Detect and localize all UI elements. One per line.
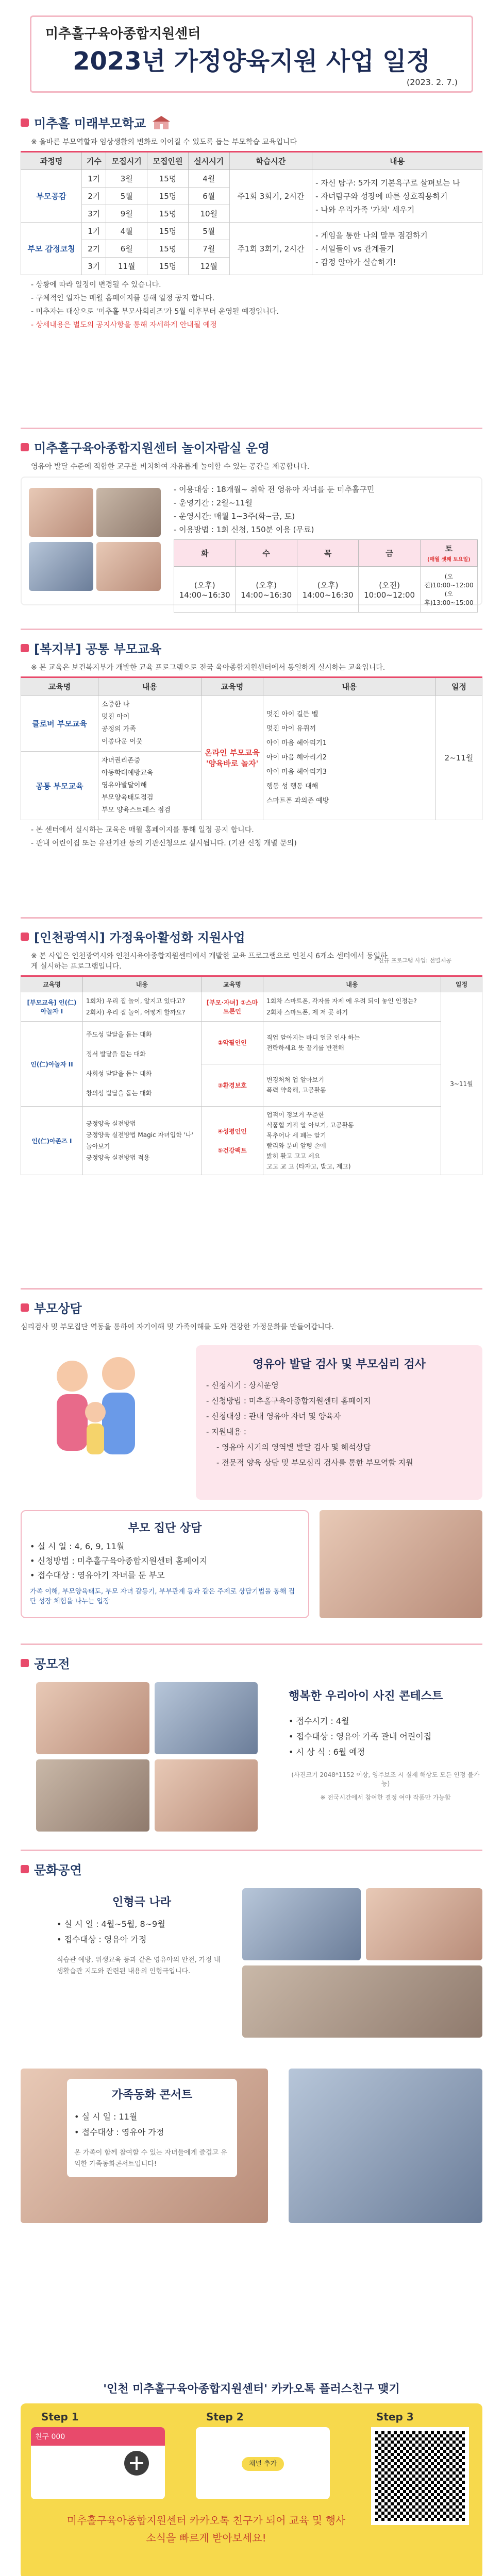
incheon-table — [21, 975, 482, 1175]
col-header: 내용 — [83, 976, 202, 992]
playroom-photo — [96, 542, 161, 591]
section-note: ※ 본 사업은 인천광역시와 인천시육아종합지원센터에서 개발한 교육 프로그램으로 인천시 6개소 센터에서 동일하게 실시하는 프로그램입니다. — [31, 952, 388, 971]
content-line: 아이 마음 헤아리기3 — [266, 768, 327, 776]
day-header: 목 — [297, 540, 358, 567]
course-name: 클로버 부모교육 — [21, 696, 98, 752]
section-title: [인천광역시] 가정육아활성화 지원사업 — [21, 927, 482, 945]
list-item: - 신청대상 : 관내 영유아 자녀 및 양육자 — [206, 1412, 341, 1421]
page-title: 2023년 가정양육지원 사업 일정 — [73, 47, 430, 76]
day-header: 수 — [236, 540, 297, 567]
time-cell: (오후) 14:00~16:30 — [174, 567, 236, 613]
detail-line: - 운영시간: 매월 1~3주(화~금, 토) — [174, 512, 295, 521]
table-cell: 15명 — [147, 170, 189, 188]
footnote: - 관내 어린이집 또는 유관기관 등의 기관신청으로 실시됩니다. (기관 신청 개별 문의) — [31, 839, 297, 848]
table-cell: 15명 — [147, 258, 189, 275]
card-list — [74, 2109, 230, 2140]
col-header: 내용 — [312, 152, 482, 170]
divider — [21, 428, 482, 429]
table-cell: 3기 — [82, 258, 106, 275]
card-title: 행복한 우리아이 사진 콘테스트 — [289, 1690, 443, 1703]
course-name: [부모교육] 인(仁)아놀자 I — [21, 992, 83, 1022]
table-cell: 3기 — [82, 205, 106, 223]
section-counseling — [0, 1298, 503, 1623]
content-line: 공정의 가족 — [102, 725, 136, 733]
course-name: 부모 감정코칭 — [21, 223, 82, 275]
list-item: • 접수시기 : 4월 — [289, 1716, 349, 1726]
content-line: 스마트폰 과의존 예방 — [266, 796, 329, 805]
time-cell: (오전) 10:00~12:00 — [359, 567, 420, 613]
col-header: 학습시간 — [229, 152, 312, 170]
table-cell: 6월 — [188, 188, 229, 205]
content-line: 빨리와 분비 알펭 손에 — [266, 1142, 326, 1149]
table-cell: 4월 — [106, 223, 147, 240]
col-header: 교육명 — [202, 976, 263, 992]
content-cell — [83, 992, 202, 1022]
list-item: • 시 상 식 : 6월 예정 — [289, 1747, 365, 1757]
table-cell: 2기 — [82, 240, 106, 258]
table-cell: 7월 — [188, 240, 229, 258]
section-title: 미추홀 미래부모학교 — [21, 113, 482, 131]
playroom-schedule-table — [174, 539, 478, 613]
table-cell: 12월 — [188, 258, 229, 275]
content-line: 고고 교 고 (타자고, 발고, 제고) — [266, 1163, 351, 1170]
col-header: 내용 — [263, 976, 441, 992]
time-cell: (오후) 14:00~16:30 — [297, 567, 358, 613]
col-header: 일정 — [436, 677, 482, 696]
list-item: • 실 시 일 : 4, 6, 9, 11월 — [30, 1541, 125, 1551]
assessment-card — [196, 1345, 482, 1500]
table-cell: 5월 — [106, 188, 147, 205]
divider — [21, 917, 482, 919]
content-line: - 게임을 통한 나의 말투 점검하기 — [315, 230, 428, 240]
common-ed-table — [21, 676, 482, 820]
course-name: [부모·자녀] ①스마트톤인 — [202, 992, 263, 1022]
day-header: 화 — [174, 540, 236, 567]
content-cell — [83, 1022, 202, 1107]
detail-line: - 운영기간 : 2월~11월 — [174, 498, 253, 507]
content-line: 멋진 아이 길든 벨 — [266, 710, 318, 718]
content-line: - 나와 우리가족 '가치' 세우기 — [315, 205, 415, 214]
concert-photo — [289, 2069, 482, 2223]
bullet-icon — [21, 443, 29, 451]
divider — [21, 1643, 482, 1645]
content-line: 식품협 기적 알 아보기, 고공활동 — [266, 1122, 354, 1129]
course-name: 인(仁)아존즈 I — [21, 1107, 83, 1175]
contest-photo — [155, 1759, 258, 1832]
content-line: 멋진 아이 — [102, 713, 130, 721]
content-line: 행동 성 행동 대해 — [266, 782, 318, 790]
section-contest — [0, 1654, 503, 1842]
card-list — [30, 1539, 300, 1583]
content-line: 정서 발달을 돕는 대화 — [86, 1050, 146, 1058]
content-line: 주도성 발달을 돕는 대화 — [86, 1031, 152, 1038]
content-line: 멋진 아이 유퀴끼 — [266, 724, 316, 733]
table-row — [21, 223, 482, 240]
table-cell: 15명 — [147, 240, 189, 258]
content-line: 1회차) 우리 집 놀이, 알지고 있다고? — [86, 997, 186, 1005]
section-title: 문화공연 — [21, 1860, 482, 1878]
list-item: • 접수대상 : 영유아 가정 — [57, 1935, 147, 1944]
course-name: 부모공감 — [21, 170, 82, 223]
section-title: 미추홀구육아종합지원센터 놀이자람실 운영 — [21, 438, 482, 456]
time-cell: (오후) 14:00~16:30 — [236, 567, 297, 613]
contest-photo — [36, 1759, 149, 1832]
list-item: • 실 시 일 : 4월~5월, 8~9월 — [57, 1919, 165, 1929]
table-cell: 3월 — [106, 170, 147, 188]
content-line: 2회차) 우리 집 놀이, 어떻게 할까요? — [86, 1009, 186, 1016]
table-cell: 5월 — [188, 223, 229, 240]
content-cell — [83, 1107, 202, 1175]
divider — [21, 629, 482, 630]
header — [9, 0, 494, 108]
content-line: 긍정양육 실전방법 적용 — [86, 1154, 150, 1161]
footnote: - 상황에 따라 일정이 변경될 수 있습니다. — [31, 281, 161, 289]
content-line: 소중한 나 — [102, 701, 130, 708]
col-header: 모집인원 — [147, 152, 189, 170]
content-line: 부모 양육스트레스 점검 — [102, 806, 171, 814]
content-cell — [263, 1064, 441, 1107]
content-line: 긍정양육 실전방법 — [86, 1120, 136, 1127]
contest-info — [289, 1687, 482, 1802]
date-label: (2023. 2. 7.) — [407, 77, 458, 87]
col-header: 내용 — [98, 677, 202, 696]
contest-photo — [36, 1682, 149, 1754]
footnote: - 본 센터에서 실시하는 교육은 매월 홈페이지를 통해 일정 공지 합니다. — [31, 826, 254, 834]
content-line: 아동학대예방교육 — [102, 769, 154, 777]
content-cell — [98, 752, 202, 820]
bullet-icon — [21, 644, 29, 652]
bullet-icon — [21, 1303, 29, 1312]
card-title: 부모 집단 상담 — [128, 1522, 202, 1535]
counseling-content — [0, 1335, 503, 1623]
card-title: 가족동화 콘서트 — [111, 2089, 193, 2102]
list-item: • 접수대상 : 영유아기 자녀를 둔 부모 — [30, 1570, 165, 1580]
performance-content — [0, 1883, 503, 2233]
step-label: Step 3 — [376, 2411, 414, 2423]
section-kakao — [0, 2380, 503, 2576]
table-cell: 4월 — [188, 170, 229, 188]
puppet-info — [57, 1893, 227, 1977]
section-intro: 영유아 발달 수준에 적합한 교구를 비치하여 자유롭게 놀이할 수 있는 공간을 제공합니다. — [31, 463, 310, 471]
section-note-right: * 신규 프로그램 사업: 선별제공 — [374, 957, 451, 964]
card-note: 온 가족이 함께 참여할 수 있는 자녀들에게 즐겁고 유익한 가족동화콘서트입니다! — [74, 2149, 227, 2168]
section-incheon-support — [0, 927, 503, 1179]
content-line: - 서일들이 vs 관계들기 — [315, 244, 394, 253]
course-name: ③환경보호 — [202, 1064, 263, 1107]
card-list — [57, 1917, 227, 1947]
content-line: 밝히 활고 고고 세요 — [266, 1153, 321, 1160]
friend-label: 친구 000 — [31, 2427, 165, 2446]
content-line: 자녀권리존중 — [102, 757, 141, 765]
kakao-message: 미추홀구육아종합지원센터 카카오톡 친구가 되어 교육 및 행사 소식을 빠르게 받아보세요! — [66, 2514, 346, 2544]
list-item: - 신청방법 : 미추홀구육아종합지원센터 홈페이지 — [206, 1396, 371, 1405]
org-name: 미추홀구육아종합지원센터 — [45, 26, 201, 42]
course-name: 인(仁)아놀자 II — [21, 1022, 83, 1107]
divider — [21, 1288, 482, 1290]
bullet-icon — [21, 933, 29, 941]
course-name: 공통 부모교육 — [21, 752, 98, 820]
col-header: 교육명 — [21, 677, 98, 696]
table-cell: 15명 — [147, 188, 189, 205]
section-title: [복지부] 공통 부모교육 — [21, 639, 482, 657]
schedule-cell: 3~11월 — [441, 992, 482, 1175]
section-title: 부모상담 — [21, 1298, 482, 1316]
content-line: 창의성 발달을 돕는 대화 — [86, 1090, 152, 1097]
playroom-box — [21, 477, 482, 605]
playroom-details — [174, 483, 374, 536]
day-header: 금 — [359, 540, 420, 567]
content-line: 사회성 발달을 돕는 대화 — [86, 1070, 152, 1077]
content-cell — [263, 1022, 441, 1064]
list-item: • 실 시 일 : 11월 — [74, 2112, 138, 2122]
col-header: 모집시기 — [106, 152, 147, 170]
table-cell: 2기 — [82, 188, 106, 205]
table-cell: 6월 — [106, 240, 147, 258]
footnote: - 상세내용은 별도의 공지사항을 통해 자세하게 안내될 예정 — [31, 321, 217, 329]
schedule-cell: 2~11월 — [436, 696, 482, 820]
course-label: ④성평인인 — [217, 1128, 247, 1135]
col-header: 일정 — [441, 976, 482, 992]
table-cell: 1기 — [82, 170, 106, 188]
course-name: 온라인 부모교육 '양육바로 놀자' — [202, 696, 263, 820]
section-performance — [0, 1860, 503, 2233]
table-cell: 11월 — [106, 258, 147, 275]
section-common-parent-ed — [0, 639, 503, 851]
card-list — [289, 1714, 482, 1760]
card-note: 식습관 예방, 위생교육 등과 같은 영유아의 안전, 가정 내 생활습관 지도와 관련된 내용의 인형극입니다. — [57, 1956, 221, 1975]
col-header: 기수 — [82, 152, 106, 170]
puppet-photo — [242, 1888, 361, 1960]
list-item: - 영유아 시기의 영역별 발달 검사 및 해석상담 — [216, 1443, 371, 1452]
add-channel-button[interactable]: 채널 추가 — [242, 2457, 284, 2471]
time-cell — [420, 567, 477, 613]
content-cell — [312, 223, 482, 275]
card-title: 영유아 발달 검사 및 부모심리 검사 — [253, 1358, 426, 1371]
contest-content — [0, 1677, 503, 1842]
playroom-photo — [29, 542, 93, 591]
content-line: 폭력 약육해, 고공활동 — [266, 1087, 326, 1094]
step-label: Step 1 — [41, 2411, 79, 2423]
section-note: ※ 본 교육은 보건복지부가 개발한 교육 프로그램으로 전국 육아종합지원센터에서 동일하게 실시하는 교육입니다. — [31, 664, 385, 672]
content-line: 아이 마음 헤아리기2 — [266, 753, 327, 761]
card-note: ※ 전국시간에서 참여한 결정 여야 작품만 가능함 — [320, 1794, 451, 1801]
content-cell — [263, 696, 436, 820]
step2-screen — [196, 2427, 330, 2499]
table-cell: 10월 — [188, 205, 229, 223]
content-cell — [263, 992, 441, 1022]
list-item: - 신청시기 : 상시운영 — [206, 1381, 279, 1390]
col-header: 교육명 — [202, 677, 263, 696]
footnote: - 구체적인 일자는 매월 홈페이지를 통해 일정 공지 합니다. — [31, 294, 215, 302]
list-item: - 전문적 양육 상담 및 부모심리 검사를 통한 부모역할 지원 — [216, 1458, 413, 1467]
bullet-icon — [21, 1659, 29, 1667]
table-cell: 15명 — [147, 205, 189, 223]
table-row — [21, 170, 482, 188]
contest-photo — [155, 1682, 258, 1754]
col-header: 교육명 — [21, 976, 83, 992]
section-intro: 심리검사 및 부모집단 역동을 통하여 자기이해 및 가족이해를 도와 건강한 가정문화를 만들어갑니다. — [21, 1323, 334, 1331]
playroom-photo — [29, 488, 93, 537]
card-note: 가족 이해, 부모양육태도, 부모 자녀 갈등기, 부부관계 등과 같은 주제로 상담기법을 통해 집단 성장 체험을 나누는 입장 — [30, 1588, 295, 1605]
concert-info — [67, 2079, 237, 2177]
section-playroom — [0, 438, 503, 611]
puppet-photo — [366, 1888, 482, 1960]
content-line: 직업 알아지는 바디 얼굴 인사 하는 — [266, 1033, 360, 1041]
time-line: (오전)10:00~12:00 — [424, 573, 474, 589]
counseling-photo — [320, 1510, 482, 1618]
kakao-title: '인천 미추홀구육아종합지원센터' 카카오톡 플러스친구 맺기 — [103, 2383, 400, 2396]
content-line: - 자신 탐구: 5가지 기본욕구로 살펴보는 나 — [315, 178, 460, 188]
section-title: 공모전 — [21, 1654, 482, 1672]
col-header: 실시시기 — [188, 152, 229, 170]
content-line: 아이 마음 헤아리기1 — [266, 739, 327, 747]
detail-line: - 이용대상 : 18개월~ 취학 전 영유아 자녀를 둔 미추홀구민 — [174, 485, 375, 494]
section-note: ※ 올바른 부모역할과 임상생활의 변화로 이어질 수 있도록 돕는 부모학습 교육입니다 — [31, 138, 297, 146]
bullet-icon — [21, 1865, 29, 1873]
kakao-box — [21, 2403, 482, 2576]
parent-school-table — [21, 151, 482, 275]
col-header: 내용 — [263, 677, 436, 696]
section-parent-school — [0, 113, 503, 333]
col-header: 과정명 — [21, 152, 82, 170]
content-line: 2회차 스마트폰, 제 저 곳 하기 — [266, 1009, 348, 1016]
add-friend-icon — [124, 2450, 149, 2476]
content-line: 긍정양육 실전방법 Magic 자녀입학 '나' 놀아보기 — [86, 1131, 193, 1150]
course-name — [202, 1107, 263, 1175]
card-note: (사진크기 2048*1152 이상, 영주보조 시 실제 해상도 모든 인정 불가능) — [291, 1771, 480, 1787]
content-cell — [263, 1107, 441, 1175]
content-line: 1회차 스마트폰, 각자를 자제 에 우려 되이 놓인 인정는? — [266, 997, 417, 1005]
content-line: - 자녀탐구와 성장에 따른 상호작용하기 — [315, 191, 448, 201]
list-item: - 지원내용 : — [206, 1427, 246, 1436]
detail-line: - 이용방법 : 1회 신청, 150분 이용 (무료) — [174, 525, 314, 534]
playroom-photo — [96, 488, 161, 537]
list-item: • 접수대상 : 영유아 가정 — [74, 2127, 164, 2137]
content-line: 영유아발달이해 — [102, 782, 147, 789]
list-item: • 신청방법 : 미추홀구육아종합지원센터 홈페이지 — [30, 1556, 208, 1566]
list-item: • 접수대상 : 영유아 가족 관내 어린이집 — [289, 1732, 432, 1741]
day-note: (매월 셋째 토요일) — [427, 557, 471, 563]
family-illustration-icon — [31, 1345, 165, 1464]
bullet-icon — [21, 118, 29, 127]
content-cell — [312, 170, 482, 223]
step-label: Step 2 — [206, 2411, 244, 2423]
group-counseling-card — [21, 1510, 309, 1618]
course-name: ②악필인인 — [202, 1022, 263, 1064]
content-line: - 감정 알아가 실습하기! — [315, 257, 396, 267]
card-title: 인형극 나라 — [112, 1896, 171, 1909]
content-line: 업적이 정보거 꾸준한 — [266, 1111, 324, 1118]
day-header — [420, 540, 477, 567]
table-cell: 주1회 3회기, 2시간 — [229, 223, 312, 275]
table-cell: 주1회 3회기, 2시간 — [229, 170, 312, 223]
footnote: - 미추자는 대상으로 '미추홀 부모사회리즈'가 5월 이후부터 운영될 예정입니다. — [31, 308, 279, 316]
content-line: 부모양육태도점검 — [102, 794, 154, 802]
course-label: ⑤건강팩트 — [217, 1147, 247, 1154]
table-cell: 15명 — [147, 223, 189, 240]
school-icon — [151, 115, 172, 130]
puppet-photo — [242, 1965, 482, 2038]
content-line: 이종다운 이웃 — [102, 738, 143, 745]
table-cell: 1기 — [82, 223, 106, 240]
qr-code-icon — [371, 2427, 469, 2525]
day-label: 토 — [445, 544, 453, 553]
card-list — [206, 1378, 472, 1470]
content-line: 목추어나 세 폐는 알기 — [266, 1132, 326, 1139]
step1-screen — [31, 2427, 165, 2499]
divider — [21, 1850, 482, 1851]
content-line: 변경처처 업 알아보기 — [266, 1076, 324, 1084]
table-cell: 9월 — [106, 205, 147, 223]
time-line: (오후)13:00~15:00 — [424, 590, 474, 606]
content-line: 전략하세요 뜻 끝기를 반전해 — [266, 1044, 344, 1052]
content-cell — [98, 696, 202, 752]
